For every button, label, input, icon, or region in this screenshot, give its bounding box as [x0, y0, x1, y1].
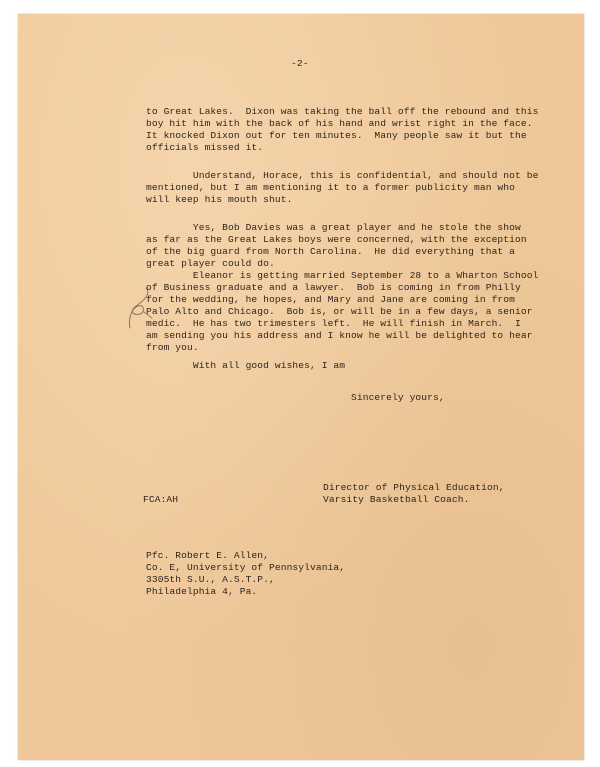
paragraph-line: will keep his mouth shut.	[146, 194, 293, 205]
paragraph-line: medic. He has two trimesters left. He will finish in March. I	[146, 318, 521, 329]
paragraph-line: officials missed it.	[146, 142, 264, 153]
address-line: 3305th S.U., A.S.T.P.,	[146, 574, 275, 585]
paragraph-line: to Great Lakes. Dixon was taking the ball off the rebound and this	[146, 106, 539, 117]
typist-initials: FCA:AH	[143, 494, 179, 505]
paragraph-line: from you.	[146, 342, 199, 353]
paragraph-line: of Business graduate and a lawyer. Bob is coming in from Philly	[146, 282, 521, 293]
letter-page	[18, 14, 584, 760]
paragraph-line: for the wedding, he hopes, and Mary and Jane are coming in from	[146, 294, 516, 305]
paragraph-line: Palo Alto and Chicago. Bob is, or will be in a few days, a senior	[146, 306, 533, 317]
signature-title-line: Director of Physical Education,	[323, 482, 505, 493]
paragraph-line: Eleanor is getting married September 28 to a Wharton School	[146, 270, 539, 281]
paragraph-line: boy hit him with the back of his hand and wrist right in the face.	[146, 118, 533, 129]
closing: Sincerely yours,	[351, 392, 445, 403]
address-line: Co. E, University of Pennsylvania,	[146, 562, 346, 573]
signature-title-line: Varsity Basketball Coach.	[323, 494, 470, 505]
address-line: Pfc. Robert E. Allen,	[146, 550, 270, 561]
paragraph-line: of the big guard from North Carolina. He did everything that a	[146, 246, 516, 257]
paragraph-line: Understand, Horace, this is confidential, and should not be	[146, 170, 539, 181]
page-number: -2-	[291, 58, 309, 69]
paragraph-line: mentioned, but I am mentioning it to a former publicity man who	[146, 182, 516, 193]
address-line: Philadelphia 4, Pa.	[146, 586, 258, 597]
paragraph-line: as far as the Great Lakes boys were concerned, with the exception	[146, 234, 527, 245]
paragraph-line: great player could do.	[146, 258, 275, 269]
paragraph-line: Yes, Bob Davies was a great player and he stole the show	[146, 222, 521, 233]
paragraph-line: It knocked Dixon out for ten minutes. Many people saw it but the	[146, 130, 527, 141]
paragraph-line: With all good wishes, I am	[146, 360, 346, 371]
paragraph-line: am sending you his address and I know he will be delighted to hear	[146, 330, 533, 341]
